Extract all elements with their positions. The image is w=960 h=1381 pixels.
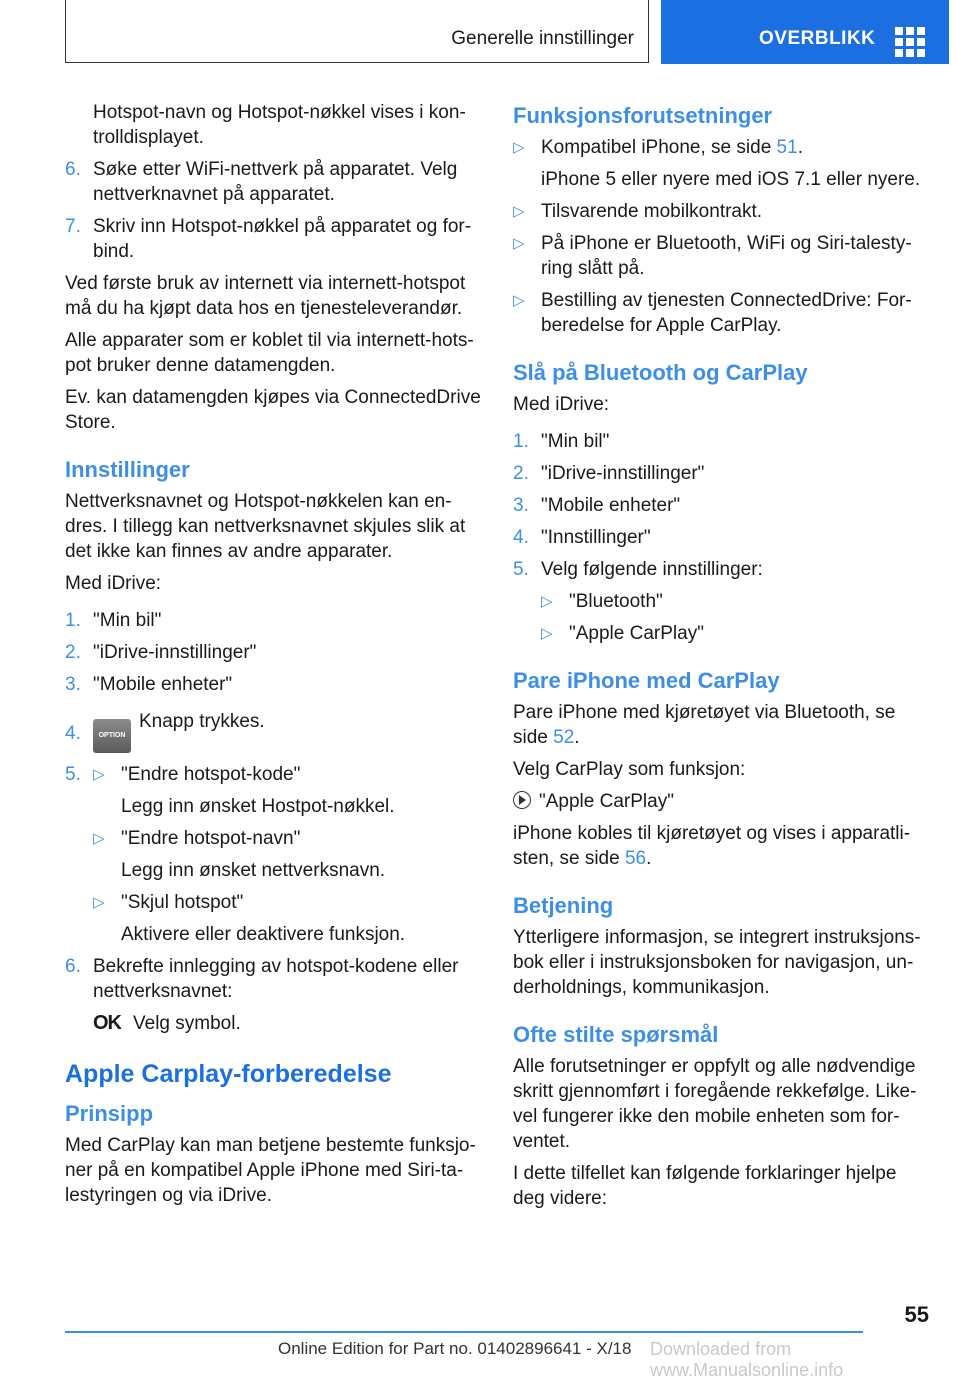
option-text: "Bluetooth"	[569, 591, 663, 612]
step-number: 2.	[513, 463, 529, 484]
section-title: Generelle innstillinger	[451, 28, 634, 49]
grid-icon	[895, 27, 925, 57]
paragraph: Ev. kan datamengden kjøpes via ConnectedDrive Store.	[65, 387, 481, 433]
step-text: Velg følgende innstillinger:	[541, 559, 763, 580]
ok-text: Velg symbol.	[133, 1013, 241, 1034]
bullet-text: På iPhone er Bluetooth, WiFi og Siri-talesty-ring slått på.	[541, 233, 912, 279]
left-column	[65, 100, 485, 1215]
sub-item	[93, 762, 485, 787]
triangle-bullet-icon: ▷	[513, 235, 525, 252]
paragraph	[513, 700, 933, 750]
heading-faq: Ofte stilte spørsmål	[513, 1022, 719, 1047]
list-item	[65, 640, 485, 665]
paragraph: Med CarPlay kan man betjene bestemte funksjo-ner på en kompatibel Apple iPhone med Siri-ta-lestyringen og via iDrive.	[65, 1135, 476, 1206]
step-number: 1.	[65, 610, 81, 631]
sub-item	[93, 890, 485, 915]
heading-operation: Betjening	[513, 893, 614, 918]
list-item	[65, 214, 485, 264]
step-text: Skriv inn Hotspot-nøkkel på apparatet og for-bind.	[93, 216, 472, 262]
step-text: "Min bil"	[93, 610, 162, 631]
heading-requirements: Funksjonsforutsetninger	[513, 103, 773, 128]
watermark: Downloaded from www.Manualsonline.info	[650, 1339, 844, 1380]
step-number: 1.	[513, 431, 529, 452]
step-text: "iDrive-innstillinger"	[93, 642, 257, 663]
page-link[interactable]: 52	[553, 727, 575, 748]
paragraph: I dette tilfellet kan følgende forklaringer hjelpe deg videre:	[513, 1163, 897, 1209]
option-description: Aktivere eller deaktivere funksjon.	[121, 924, 406, 945]
option-text: "Skjul hotspot"	[121, 892, 244, 913]
heading-bluetooth-carplay: Slå på Bluetooth og CarPlay	[513, 360, 808, 385]
list-item	[65, 608, 485, 633]
triangle-bullet-icon: ▷	[541, 625, 553, 642]
overview-label: OVERBLIKK	[759, 28, 876, 49]
list-item	[65, 762, 485, 947]
page-link[interactable]: 56	[624, 848, 647, 869]
overview-button[interactable]	[661, 0, 949, 64]
step-number: 6.	[65, 159, 81, 180]
step-number: 3.	[65, 674, 81, 695]
heading-pair-iphone: Pare iPhone med CarPlay	[513, 668, 780, 693]
step-text: "iDrive-innstillinger"	[541, 463, 705, 484]
list-item	[513, 493, 933, 518]
punctuation: .	[646, 848, 652, 869]
footer-divider	[65, 1331, 863, 1333]
paragraph: Alle apparater som er koblet til via internett-hots-pot bruker denne datamengden.	[65, 330, 474, 376]
step-number: 6.	[65, 956, 81, 977]
list-item	[513, 557, 933, 646]
triangle-bullet-icon: ▷	[93, 894, 105, 911]
bullet-text: Bestilling av tjenesten ConnectedDrive: For-beredelse for Apple CarPlay.	[541, 290, 912, 336]
paragraph	[513, 821, 933, 871]
paragraph: Ved første bruk av internett via internett-hotspot må du ha kjøpt data hos en tjenesteleverandør.	[65, 273, 466, 319]
function-text: "Apple CarPlay"	[539, 791, 674, 812]
footer-edition: Online Edition for Part no. 01402896641 - X/18	[278, 1339, 632, 1358]
paragraph: Alle forutsetninger er oppfylt og alle nødvendige skritt gjennomført i foregående rekkefølge. Like-vel fungerer ikke den mobile enheten som for-ventet.	[513, 1056, 917, 1152]
step-number: 2.	[65, 642, 81, 663]
step-number: 7.	[65, 216, 81, 237]
list-item	[513, 525, 933, 550]
step-text: Søke etter WiFi-nettverk på apparatet. Velg nettverknavnet på apparatet.	[93, 159, 458, 205]
bullet-item	[513, 199, 933, 224]
list-item	[65, 709, 485, 753]
bullet-text: Kompatibel iPhone, se side	[541, 137, 777, 158]
paragraph: Med iDrive:	[513, 394, 610, 415]
bullet-text: Tilsvarende mobilkontrakt.	[541, 201, 763, 222]
list-item	[65, 954, 485, 1004]
step-text: "Innstillinger"	[541, 527, 651, 548]
step-text: "Mobile enheter"	[541, 495, 681, 516]
paragraph: Med iDrive:	[65, 573, 162, 594]
sub-item	[93, 826, 485, 851]
option-description: Legg inn ønsket nettverksnavn.	[121, 860, 386, 881]
bullet-subtext: iPhone 5 eller nyere med iOS 7.1 eller nyere.	[541, 169, 921, 190]
step-text: Knapp trykkes.	[139, 711, 265, 732]
paragraph: Velg CarPlay som funksjon:	[513, 759, 746, 780]
triangle-bullet-icon: ▷	[513, 139, 525, 156]
punctuation: .	[574, 727, 580, 748]
step-number: 5.	[65, 764, 81, 785]
list-item	[513, 429, 933, 454]
heading-principle: Prinsipp	[65, 1101, 154, 1126]
text: Pare iPhone med kjøretøyet via Bluetooth, se side	[513, 702, 896, 748]
step-text: "Mobile enheter"	[93, 674, 233, 695]
step-number: 4.	[65, 723, 81, 744]
carplay-function	[513, 789, 933, 814]
triangle-bullet-icon: ▷	[541, 593, 553, 610]
continued-step-text: Hotspot-navn og Hotspot-nøkkel vises i kon-trolldisplayet.	[93, 102, 466, 148]
text: iPhone kobles til kjøretøyet og vises i apparatli-sten, se side	[513, 823, 911, 869]
triangle-bullet-icon: ▷	[93, 830, 105, 847]
triangle-bullet-icon: ▷	[513, 292, 525, 309]
play-circle-icon	[513, 791, 531, 809]
option-text: "Apple CarPlay"	[569, 623, 704, 644]
bullet-item	[513, 288, 933, 338]
triangle-bullet-icon: ▷	[513, 203, 525, 220]
right-column	[513, 100, 933, 1218]
ok-icon: OK	[93, 1012, 121, 1034]
step-number: 5.	[513, 559, 529, 580]
step-number: 3.	[513, 495, 529, 516]
step-text: Bekrefte innlegging av hotspot-kodene eller nettverksnavnet:	[93, 956, 459, 1002]
heading-settings: Innstillinger	[65, 457, 190, 482]
bullet-item	[513, 231, 933, 281]
list-item	[65, 157, 485, 207]
paragraph: Ytterligere informasjon, se integrert instruksjons-bok eller i instruksjonsboken for navigasjon, un-derholdnings, kommunikasjon.	[513, 927, 921, 998]
list-item	[513, 461, 933, 486]
punctuation: .	[797, 137, 803, 158]
list-item	[65, 672, 485, 697]
option-text: "Endre hotspot-kode"	[121, 764, 301, 785]
page-header	[65, 0, 949, 64]
step-text: "Min bil"	[541, 431, 610, 452]
heading-apple-carplay: Apple Carplay-forberedelse	[65, 1060, 392, 1088]
triangle-bullet-icon: ▷	[93, 766, 105, 783]
bullet-item	[513, 135, 933, 160]
sub-item	[541, 589, 933, 614]
sub-item	[541, 621, 933, 646]
paragraph: Nettverksnavnet og Hotspot-nøkkelen kan en-dres. I tillegg kan nettverksnavnet skjules slik at det ikke kan finnes av andre apparater.	[65, 491, 466, 562]
section-tab[interactable]	[65, 0, 649, 63]
option-button-icon: OPTION	[93, 719, 131, 753]
page-number: 55	[904, 1302, 929, 1327]
page-link[interactable]: 51	[776, 137, 798, 158]
ok-instruction	[65, 1011, 485, 1036]
option-text: "Endre hotspot-navn"	[121, 828, 301, 849]
step-number: 4.	[513, 527, 529, 548]
option-description: Legg inn ønsket Hostpot-nøkkel.	[121, 796, 395, 817]
